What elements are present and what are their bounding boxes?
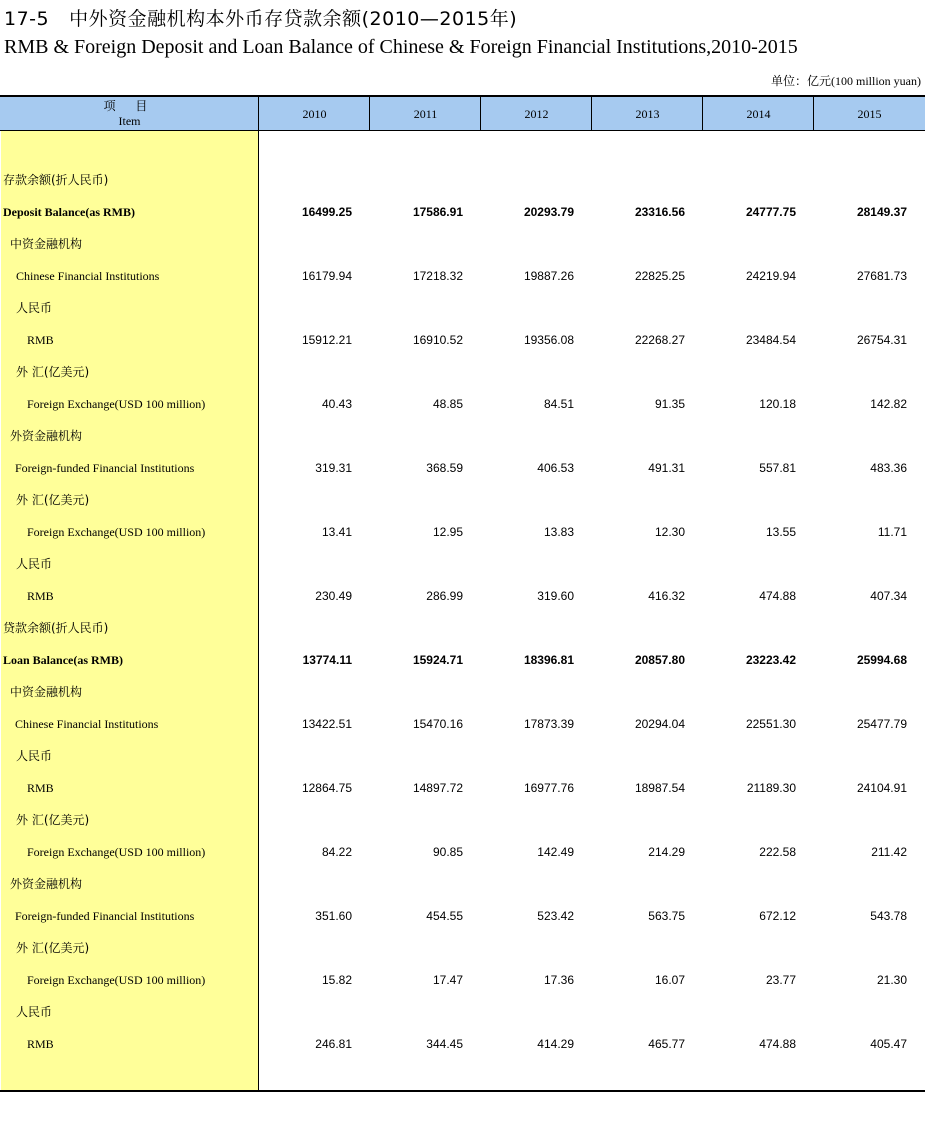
- value-cell-2011: 344.45: [426, 1037, 463, 1051]
- table-row: [0, 708, 925, 740]
- page-title-cn: [4, 4, 517, 31]
- page-title-en: RMB & Foreign Deposit and Loan Balance of Chinese & Foreign Financial Institutions,2010-2015: [4, 36, 798, 58]
- table-row: [0, 484, 925, 516]
- value-cell-2013: 91.35: [654, 397, 685, 411]
- header-year: 2015: [813, 97, 925, 131]
- value-cell-2013: 491.31: [648, 461, 685, 475]
- row-label: RMB: [27, 589, 54, 603]
- title-cn-text: 中外资金融机构本外币存贷款余额(2010—2015年): [69, 8, 518, 30]
- row-label: Deposit Balance(as RMB): [3, 205, 135, 219]
- value-cell-2012: 319.60: [537, 589, 574, 603]
- row-label: 中资金融机构: [10, 237, 83, 251]
- row-label: Chinese Financial Institutions: [15, 717, 159, 731]
- value-cell-2013: 416.32: [648, 589, 685, 603]
- table-row: [0, 964, 925, 996]
- table-row: [0, 932, 925, 964]
- row-label: 人民币: [16, 301, 53, 315]
- value-cell-2014: 222.58: [759, 845, 796, 859]
- row-label: 外 汇(亿美元): [16, 365, 90, 379]
- table-row: [0, 292, 925, 324]
- value-cell-2014: 474.88: [759, 1037, 796, 1051]
- value-cell-2015: 483.36: [870, 461, 907, 475]
- table-row: [0, 772, 925, 804]
- value-cell-2014: 23223.42: [745, 653, 796, 667]
- value-cell-2012: 142.49: [537, 845, 574, 859]
- value-cell-2012: 18396.81: [523, 653, 574, 667]
- row-label: RMB: [27, 781, 54, 795]
- table-row: [0, 868, 925, 900]
- row-label: Foreign Exchange(USD 100 million): [27, 525, 206, 539]
- value-cell-2015: 407.34: [870, 589, 907, 603]
- value-cell-2012: 17873.39: [523, 717, 574, 731]
- value-cell-2012: 523.42: [537, 909, 574, 923]
- value-cell-2011: 90.85: [432, 845, 463, 859]
- value-cell-2012: 84.51: [543, 397, 574, 411]
- value-cell-2015: 27681.73: [856, 269, 907, 283]
- row-label: 外 汇(亿美元): [16, 941, 90, 955]
- table-row: [0, 356, 925, 388]
- value-cell-2010: 230.49: [315, 589, 352, 603]
- row-label: 人民币: [16, 557, 53, 571]
- value-cell-2010: 246.81: [315, 1037, 352, 1051]
- value-cell-2013: 12.30: [654, 525, 685, 539]
- value-cell-2011: 15470.16: [412, 717, 463, 731]
- row-label: 外 汇(亿美元): [16, 493, 90, 507]
- row-label: Foreign Exchange(USD 100 million): [27, 397, 206, 411]
- value-cell-2012: 20293.79: [523, 205, 574, 219]
- header-item-cell: [0, 97, 259, 131]
- value-cell-2010: 13774.11: [302, 653, 352, 667]
- value-cell-2011: 368.59: [426, 461, 463, 475]
- value-cell-2014: 474.88: [759, 589, 796, 603]
- table-row: [0, 164, 925, 196]
- value-cell-2014: 21189.30: [746, 781, 796, 795]
- data-table: [0, 95, 925, 1092]
- row-label: Foreign-funded Financial Institutions: [15, 461, 195, 475]
- table-row: [0, 1028, 925, 1060]
- value-cell-2013: 465.77: [648, 1037, 685, 1051]
- table-row: [0, 804, 925, 836]
- header-year: 2013: [591, 97, 703, 131]
- value-cell-2015: 405.47: [870, 1037, 907, 1051]
- header-year: 2011: [369, 97, 481, 131]
- table-row: [0, 740, 925, 772]
- row-label: 外 汇(亿美元): [16, 813, 90, 827]
- value-cell-2010: 15.82: [321, 973, 352, 987]
- row-label: Chinese Financial Institutions: [16, 269, 160, 283]
- table-row: [0, 228, 925, 260]
- table-row: [0, 580, 925, 612]
- row-label: 存款余额(折人民币): [3, 173, 109, 187]
- value-cell-2010: 319.31: [315, 461, 352, 475]
- row-label: RMB: [27, 333, 54, 347]
- table-row: [0, 644, 925, 676]
- value-cell-2013: 18987.54: [634, 781, 685, 795]
- table-row: [0, 612, 925, 644]
- value-cell-2011: 48.85: [432, 397, 463, 411]
- value-cell-2012: 17.36: [543, 973, 574, 987]
- value-cell-2011: 286.99: [426, 589, 463, 603]
- value-cell-2014: 23.77: [765, 973, 796, 987]
- value-cell-2013: 214.29: [648, 845, 685, 859]
- table-row: [0, 388, 925, 420]
- header-year: 2014: [702, 97, 814, 131]
- value-cell-2012: 414.29: [537, 1037, 574, 1051]
- table-row: [0, 516, 925, 548]
- header-year: 2010: [258, 97, 370, 131]
- header-item-en: Item: [118, 114, 141, 128]
- value-cell-2013: 23316.56: [634, 205, 685, 219]
- table-row: [0, 548, 925, 580]
- value-cell-2011: 16910.52: [412, 333, 463, 347]
- table-row: [0, 324, 925, 356]
- unit-label: 单位：亿元(100 million yuan): [771, 74, 921, 88]
- value-cell-2010: 15912.21: [301, 333, 352, 347]
- row-label: 贷款余额(折人民币): [3, 621, 109, 635]
- value-cell-2015: 24104.91: [856, 781, 907, 795]
- value-cell-2014: 120.18: [759, 397, 796, 411]
- table-header: [0, 95, 925, 131]
- value-cell-2011: 17586.91: [412, 205, 463, 219]
- value-cell-2015: 25477.79: [856, 717, 907, 731]
- table-bottom-rule: [0, 1090, 925, 1092]
- row-label: Foreign Exchange(USD 100 million): [27, 973, 206, 987]
- table-row: [0, 196, 925, 228]
- value-cell-2012: 406.53: [537, 461, 574, 475]
- table-row: [0, 260, 925, 292]
- value-cell-2015: 21.30: [876, 973, 907, 987]
- value-cell-2013: 563.75: [648, 909, 685, 923]
- row-label: 外资金融机构: [10, 877, 83, 891]
- value-cell-2011: 17218.32: [412, 269, 463, 283]
- value-cell-2010: 351.60: [315, 909, 352, 923]
- value-cell-2014: 557.81: [759, 461, 796, 475]
- value-cell-2015: 543.78: [870, 909, 907, 923]
- value-cell-2011: 17.47: [432, 973, 463, 987]
- row-label: 人民币: [16, 1005, 53, 1019]
- value-cell-2013: 22825.25: [634, 269, 685, 283]
- value-cell-2014: 13.55: [765, 525, 796, 539]
- value-cell-2013: 22268.27: [634, 333, 685, 347]
- value-cell-2011: 15924.71: [412, 653, 463, 667]
- value-cell-2013: 20294.04: [634, 717, 685, 731]
- table-row: [0, 452, 925, 484]
- row-label: 人民币: [16, 749, 53, 763]
- header-item-cn: 项 目: [103, 99, 156, 113]
- value-cell-2014: 24219.94: [745, 269, 796, 283]
- value-cell-2012: 19356.08: [523, 333, 574, 347]
- row-label: Foreign-funded Financial Institutions: [15, 909, 195, 923]
- table-row: [0, 836, 925, 868]
- value-cell-2010: 40.43: [321, 397, 352, 411]
- value-cell-2015: 25994.68: [856, 653, 907, 667]
- value-cell-2014: 23484.54: [745, 333, 796, 347]
- value-cell-2015: 211.42: [871, 845, 907, 859]
- row-label: Foreign Exchange(USD 100 million): [27, 845, 206, 859]
- value-cell-2011: 12.95: [432, 525, 463, 539]
- header-year: 2012: [480, 97, 592, 131]
- row-label: 外资金融机构: [10, 429, 83, 443]
- row-label: Loan Balance(as RMB): [3, 653, 123, 667]
- value-cell-2013: 20857.80: [634, 653, 685, 667]
- value-cell-2011: 454.55: [426, 909, 463, 923]
- value-cell-2010: 13.41: [321, 525, 352, 539]
- value-cell-2012: 13.83: [543, 525, 574, 539]
- value-cell-2015: 28149.37: [856, 205, 907, 219]
- value-cell-2015: 142.82: [870, 397, 907, 411]
- row-label: 中资金融机构: [10, 685, 83, 699]
- value-cell-2012: 19887.26: [523, 269, 574, 283]
- value-cell-2011: 14897.72: [412, 781, 463, 795]
- table-row: [0, 420, 925, 452]
- value-cell-2015: 26754.31: [856, 333, 907, 347]
- table-row: [0, 900, 925, 932]
- value-cell-2014: 22551.30: [745, 717, 796, 731]
- table-number: 17-5: [4, 8, 50, 30]
- value-cell-2010: 12864.75: [301, 781, 352, 795]
- value-cell-2010: 16179.94: [301, 269, 352, 283]
- value-cell-2010: 16499.25: [301, 205, 352, 219]
- value-cell-2013: 16.07: [654, 973, 685, 987]
- value-cell-2010: 13422.51: [301, 717, 352, 731]
- value-cell-2014: 672.12: [759, 909, 796, 923]
- value-cell-2015: 11.71: [877, 525, 907, 539]
- row-label: RMB: [27, 1037, 54, 1051]
- value-cell-2012: 16977.76: [523, 781, 574, 795]
- table-row: [0, 996, 925, 1028]
- value-cell-2014: 24777.75: [745, 205, 796, 219]
- table-row: [0, 676, 925, 708]
- value-cell-2010: 84.22: [321, 845, 352, 859]
